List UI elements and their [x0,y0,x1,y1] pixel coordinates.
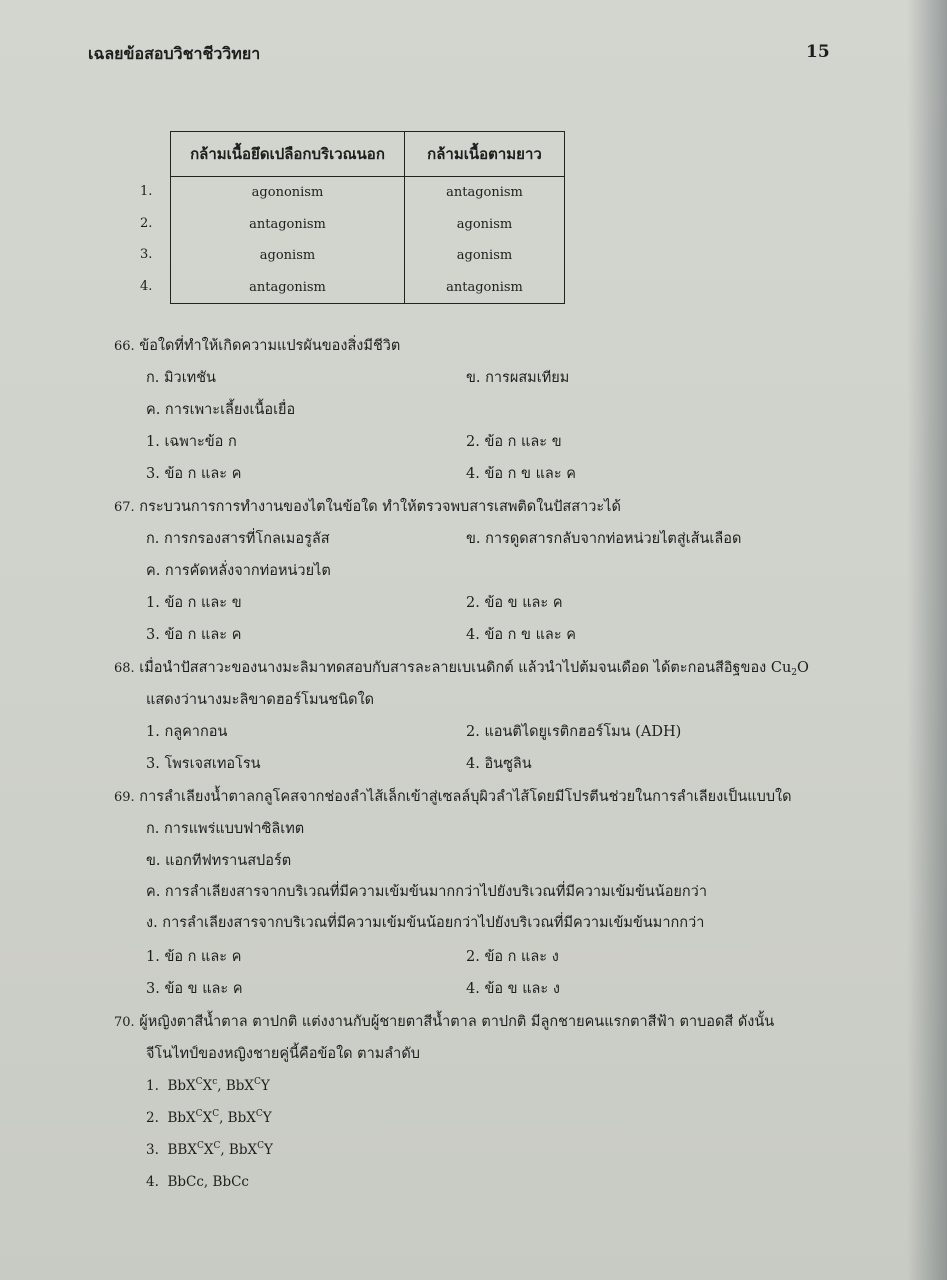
table-row [171,177,565,209]
option-1: 1. ข้อ ก และ ค [146,949,242,965]
table-row [171,240,565,272]
muscle-table [170,131,565,304]
option-3: 3. โพรเจสเทอโรน [146,756,261,772]
option-4: 4. ข้อ ก ข และ ค [466,466,576,482]
option-4: 4. ข้อ ก ข และ ค [466,627,576,643]
choice-c: ค. การลำเลียงสารจากบริเวณที่มีความเข้มข้นมากกว่าไปยังบริเวณที่มีความเข้มข้นน้อยกว่า [146,884,707,900]
question-number: 68. [114,661,135,676]
subscript: 2 [791,668,798,678]
option-1: 1. กลูคากอน [146,724,228,740]
table-row-numbers [140,176,152,302]
table-row [171,209,565,241]
formula-end: O [797,660,809,676]
option-1: 1. เฉพาะข้อ ก [146,434,237,450]
question-number: 70. [114,1015,135,1030]
page-number: 15 [806,42,830,62]
question-text [114,1013,774,1032]
option-3: 3. ข้อ ก และ ค [146,466,242,482]
choice-b: ข. การผสมเทียม [466,370,570,386]
option-3: 3. $BBX^CX^C$, BbX$^C$Y [146,1141,273,1158]
table-header-longitudinal-muscle: กล้ามเนื้อตามยาว [405,132,565,177]
option-3: 3. ข้อ ก และ ค [146,627,242,643]
question-stem: เมื่อนำปัสสาวะของนางมะลิมาทดสอบกับสารละลายเบเนดิกต์ แล้วนำไปต้มจนเดือด ได้ตะกอนสีอิฐของ Cu [139,660,792,676]
question-stem-line2: แสดงว่านางมะลิขาดฮอร์โมนชนิดใด [146,692,375,708]
option-2: 2. ข้อ ก และ ข [466,434,562,450]
question-stem: ข้อใดที่ทำให้เกิดความแปรผันของสิ่งมีชีวิต [139,338,401,354]
option-1: 1. $BbX^CX^c$, BbX$^C$Y [146,1077,270,1094]
question-stem: การลำเลียงน้ำตาลกลูโคสจากช่องลำไส้เล็กเข้าสู่เซลล์บุผิวลำไส้โดยมีโปรตีนช่วยในการลำเลียงเป็นแบบใด [139,789,792,805]
question-text [114,659,809,678]
choice-b: ข. แอกทีฟทรานสปอร์ต [146,853,292,869]
choice-a: ก. การกรองสารที่โกลเมอรูลัส [146,531,330,547]
option-1: 1. ข้อ ก และ ข [146,595,242,611]
table-header-outer-muscle: กล้ามเนื้อยึดเปลือกบริเวณนอก [171,132,405,177]
question-number: 67. [114,500,135,515]
choice-d: ง. การลำเลียงสารจากบริเวณที่มีความเข้มข้นน้อยกว่าไปยังบริเวณที่มีความเข้มข้นมากกว่า [146,915,705,931]
question-number: 66. [114,339,135,354]
row-number: 3. [140,247,153,262]
question-stem-line2: จีโนไทป์ของหญิงชายคู่นี้คือข้อใด ตามลำดับ [146,1046,420,1062]
table-cell: antagonism [446,279,523,295]
choice-a: ก. การแพร่แบบฟาซิลิเทต [146,821,305,837]
question-stem: กระบวนการการทำงานของไตในข้อใด ทำให้ตรวจพบสารเสพติดในปัสสาวะได้ [139,499,621,515]
choice-c: ค. การเพาะเลี้ยงเนื้อเยื่อ [146,402,296,418]
page-edge-shadow [907,0,947,1280]
choice-a: ก. มิวเทชัน [146,370,216,386]
question-text [114,498,621,517]
header-title: เฉลยข้อสอบวิชาชีววิทยา [88,44,261,63]
choice-c: ค. การคัดหลั่งจากท่อหน่วยไต [146,563,331,579]
row-number: 1. [140,184,153,199]
row-number: 4. [140,278,153,294]
option-4: 4. BbCc, BbCc [146,1174,249,1190]
option-4: 4. อินซูลิน [466,756,532,772]
row-number: 2. [140,215,153,231]
table-cell: agonism [456,248,513,264]
table-cell: antagonism [446,185,523,201]
table-cell: agonism [456,216,513,232]
question-stem: ผู้หญิงตาสีน้ำตาล ตาปกติ แต่งงานกับผู้ชายตาสีน้ำตาล ตาปกติ มีลูกชายคนแรกตาสีฟ้า ตาบอดสี ดังนั้น [139,1014,775,1030]
table-cell: agonism [171,240,405,272]
table-cell: agononism [171,177,405,209]
option-2: 2. ข้อ ก และ ง [466,949,559,965]
table-row [171,272,565,304]
question-number: 69. [114,790,135,805]
option-2: 2. $BbX^CX^C$, BbX$^C$Y [146,1109,272,1126]
table-cell: antagonism [171,209,405,241]
option-2: 2. แอนติไดยูเรติกฮอร์โมน (ADH) [466,724,682,740]
option-4: 4. ข้อ ข และ ง [466,981,560,997]
option-2: 2. ข้อ ข และ ค [466,595,563,611]
table-cell: antagonism [171,272,405,304]
question-text [114,788,792,807]
question-text [114,337,400,356]
option-3: 3. ข้อ ข และ ค [146,981,243,997]
choice-b: ข. การดูดสารกลับจากท่อหน่วยไตสู่เส้นเลือด [466,531,742,547]
